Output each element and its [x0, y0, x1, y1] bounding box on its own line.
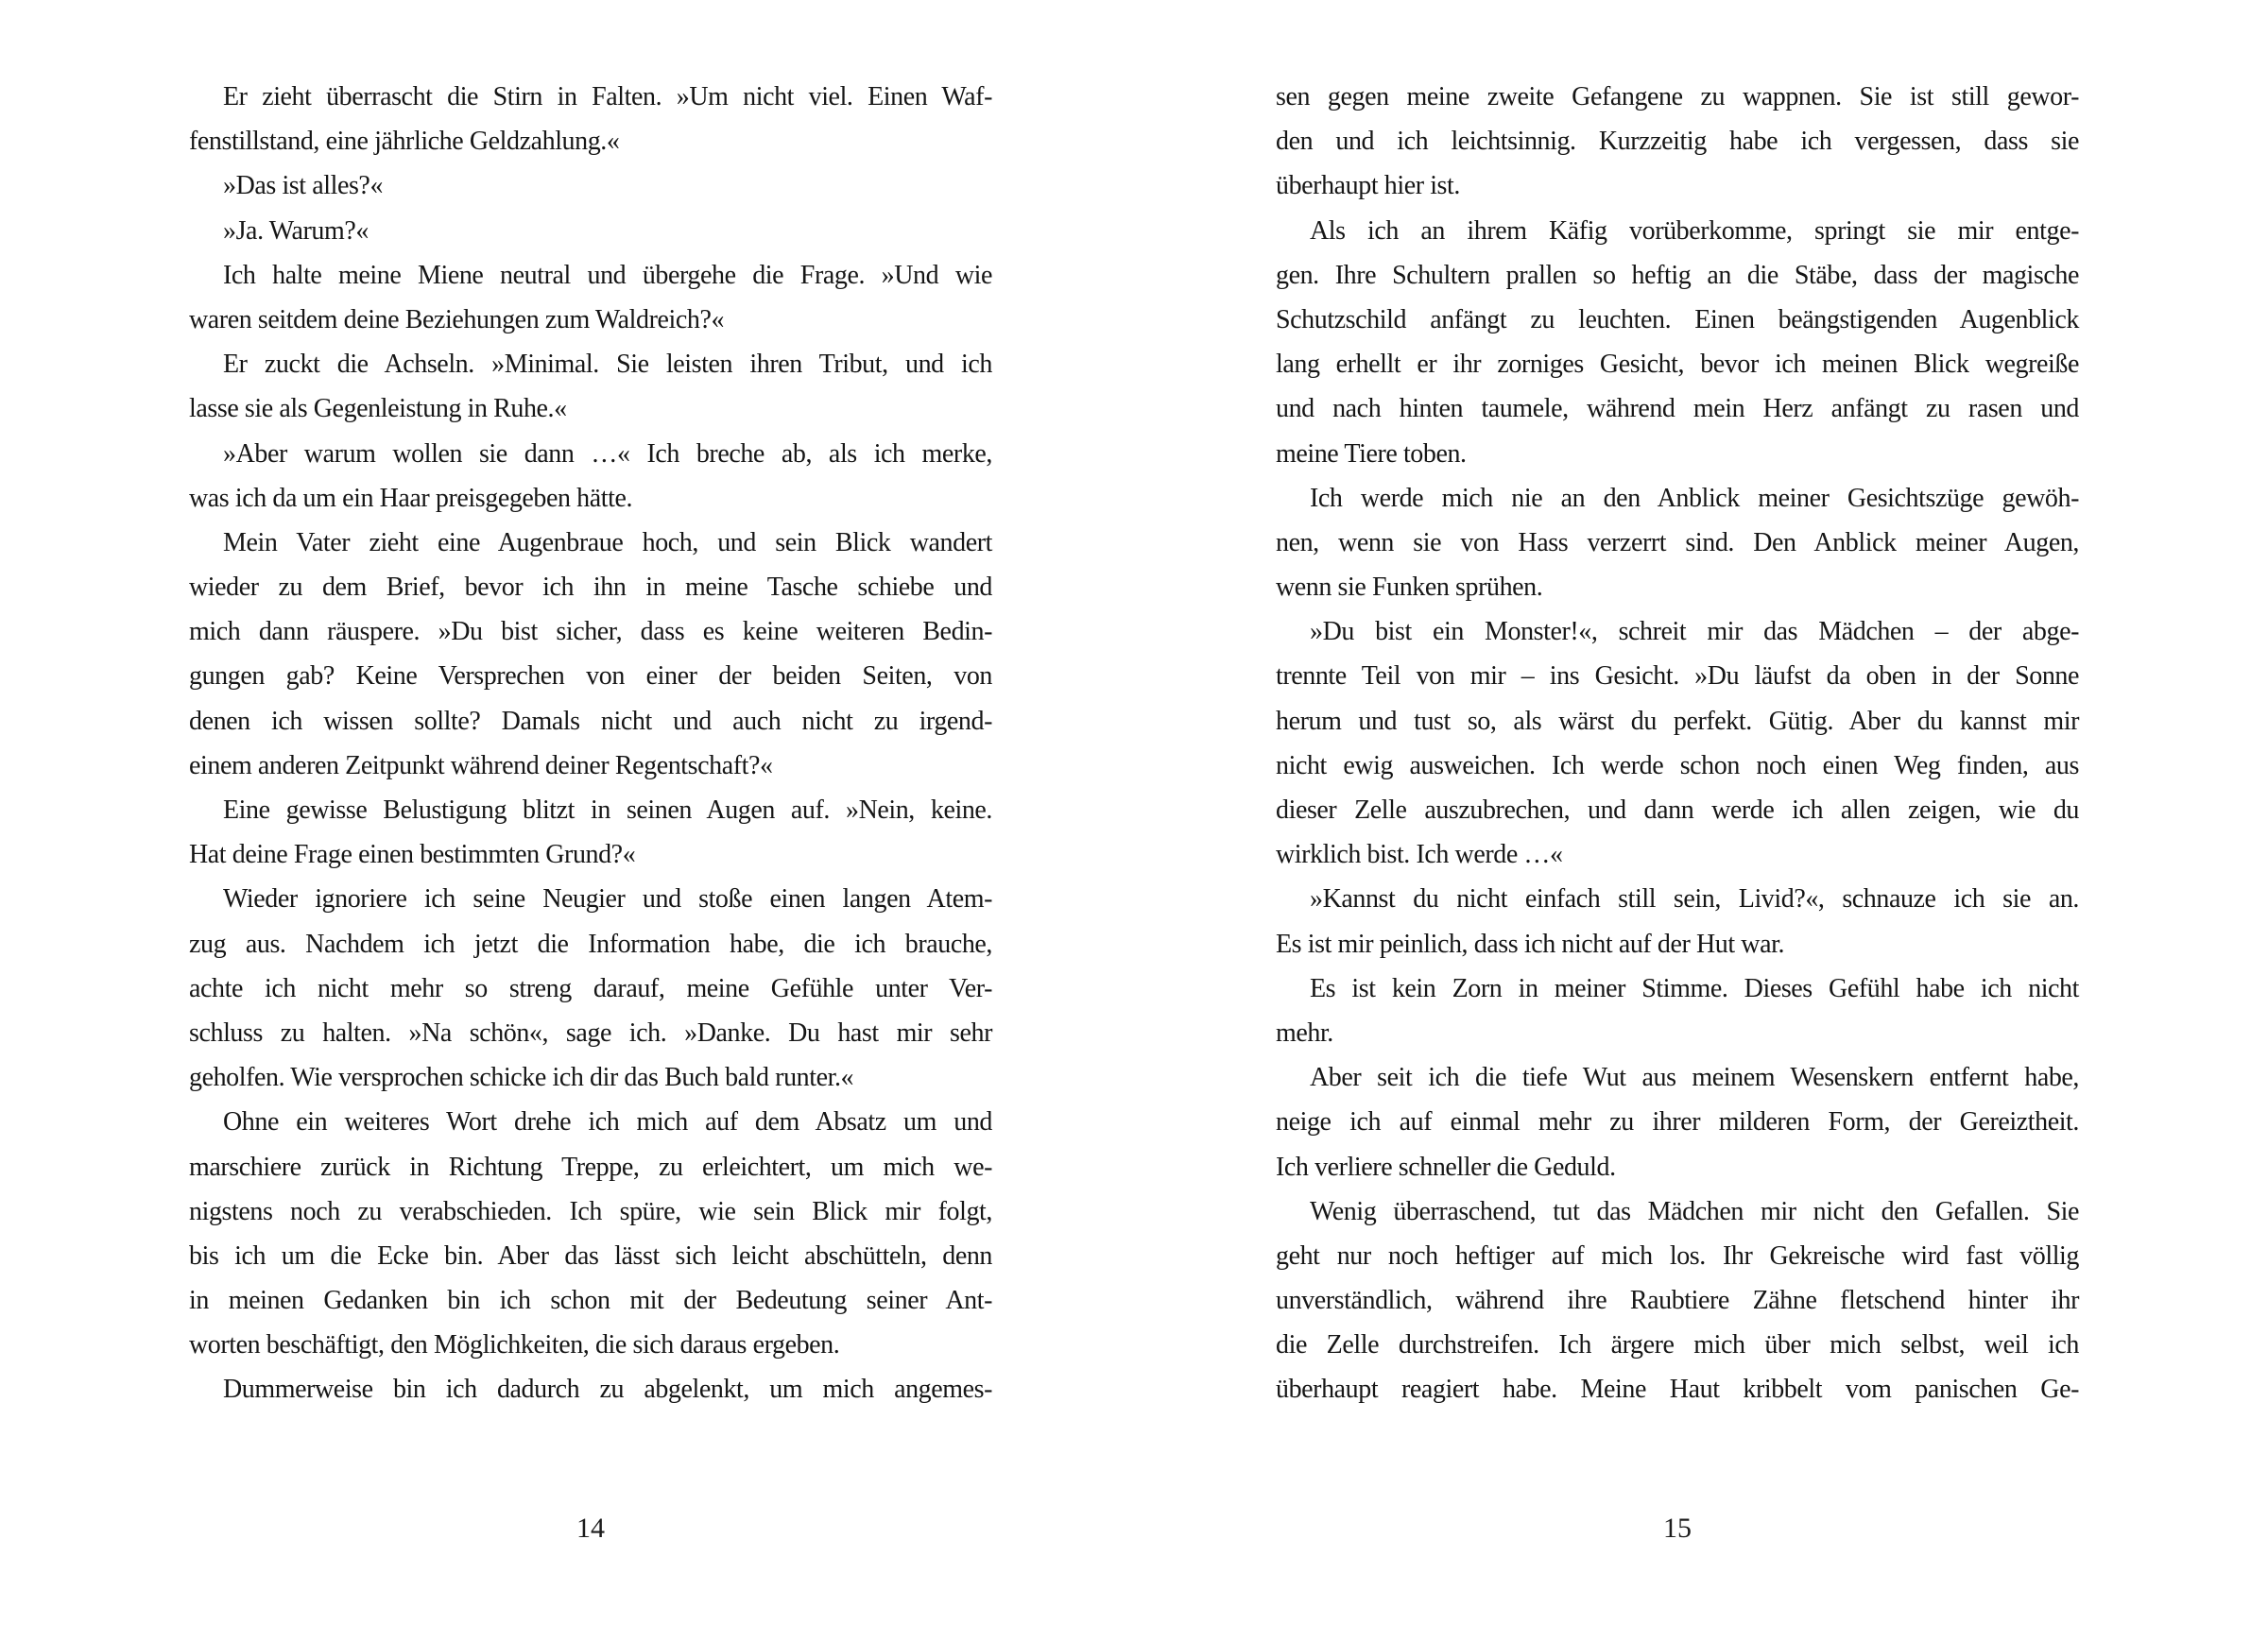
page-number: 14	[576, 1513, 605, 1544]
text-line: den und ich leichtsinnig. Kurzzeitig habe ich vergessen, dass sie	[1276, 127, 2079, 157]
text-line: »Aber warum wollen sie dann …« Ich breche ab, als ich merke,	[223, 438, 992, 469]
text-line: Es ist kein Zorn in meiner Stimme. Dieses Gefühl habe ich nicht	[1310, 973, 2079, 1003]
text-line: überhaupt reagiert habe. Meine Haut kribbelt vom panischen Ge-	[1276, 1375, 2079, 1405]
text-line: Wieder ignoriere ich seine Neugier und stoße einen langen Atem-	[223, 884, 992, 915]
text-line: worten beschäftigt, den Möglichkeiten, die sich daraus ergeben.	[189, 1330, 840, 1360]
text-line: Ohne ein weiteres Wort drehe ich mich auf dem Absatz um und	[223, 1107, 992, 1137]
text-line: lang erhellt er ihr zorniges Gesicht, bevor ich meinen Blick wegreiße	[1276, 350, 2079, 380]
text-line: die Zelle durchstreifen. Ich ärgere mich über mich selbst, weil ich	[1276, 1330, 2079, 1360]
text-line: einem anderen Zeitpunkt während deiner Regentschaft?«	[189, 750, 773, 780]
text-line: geht nur noch heftiger auf mich los. Ihr Gekreische wird fast völlig	[1276, 1240, 2079, 1271]
text-line: Mein Vater zieht eine Augenbraue hoch, und sein Blick wandert	[223, 527, 992, 557]
text-line: in meinen Gedanken bin ich schon mit der Bedeutung seiner Ant-	[189, 1286, 992, 1316]
text-line: Ich verliere schneller die Geduld.	[1276, 1152, 1616, 1182]
text-line: »Kannst du nicht einfach still sein, Livid?«, schnauze ich sie an.	[1310, 884, 2079, 915]
text-line: Wenig überraschend, tut das Mädchen mir nicht den Gefallen. Sie	[1310, 1196, 2079, 1226]
text-line: Ich werde mich nie an den Anblick meiner Gesichtszüge gewöh-	[1310, 483, 2079, 513]
text-line: schluss zu halten. »Na schön«, sage ich. »Danke. Du hast mir sehr	[189, 1018, 992, 1048]
text-line: unverständlich, während ihre Raubtiere Zähne fletschend hinter ihr	[1276, 1286, 2079, 1316]
text-line: dieser Zelle auszubrechen, und dann werde ich allen zeigen, wie du	[1276, 795, 2079, 825]
text-line: wirklich bist. Ich werde …«	[1276, 840, 1563, 870]
text-line: mich dann räuspere. »Du bist sicher, dass es keine weiteren Bedin-	[189, 617, 992, 647]
text-line: Schutzschild anfängt zu leuchten. Einen beängstigenden Augenblick	[1276, 304, 2079, 334]
text-line: nen, wenn sie von Hass verzerrt sind. Den Anblick meiner Augen,	[1276, 527, 2079, 557]
text-line: gungen gab? Keine Versprechen von einer der beiden Seiten, von	[189, 661, 992, 692]
text-line: nigstens noch zu verabschieden. Ich spüre, wie sein Blick mir folgt,	[189, 1196, 992, 1226]
text-line: Ich halte meine Miene neutral und übergehe die Frage. »Und wie	[223, 260, 992, 290]
text-line: mehr.	[1276, 1018, 1333, 1048]
page-number: 15	[1663, 1513, 1692, 1544]
text-line: zug aus. Nachdem ich jetzt die Information habe, die ich brauche,	[189, 929, 992, 959]
text-line: Aber seit ich die tiefe Wut aus meinem Wesenskern entfernt habe,	[1310, 1063, 2079, 1093]
text-line: trennte Teil von mir – ins Gesicht. »Du läufst da oben in der Sonne	[1276, 661, 2079, 692]
text-line: lasse sie als Gegenleistung in Ruhe.«	[189, 394, 567, 424]
text-line: Es ist mir peinlich, dass ich nicht auf der Hut war.	[1276, 929, 1785, 959]
page-15	[1276, 75, 2079, 1642]
page-14-text	[189, 75, 992, 1412]
text-line: neige ich auf einmal mehr zu ihrer milderen Form, der Gereiztheit.	[1276, 1107, 2079, 1137]
text-line: waren seitdem deine Beziehungen zum Waldreich?«	[189, 304, 725, 334]
text-line: und nach hinten taumele, während mein Herz anfängt zu rasen und	[1276, 394, 2079, 424]
text-line: fenstillstand, eine jährliche Geldzahlung.«	[189, 127, 620, 157]
text-line: denen ich wissen sollte? Damals nicht und auch nicht zu irgend-	[189, 706, 992, 736]
text-line: marschiere zurück in Richtung Treppe, zu erleichtert, um mich we-	[189, 1152, 992, 1182]
text-line: sen gegen meine zweite Gefangene zu wappnen. Sie ist still gewor-	[1276, 82, 2079, 111]
text-line: Er zieht überrascht die Stirn in Falten. »Um nicht viel. Einen Waf-	[223, 82, 992, 111]
page-15-text	[1276, 75, 2079, 1412]
text-line: herum und tust so, als wärst du perfekt. Gütig. Aber du kannst mir	[1276, 706, 2079, 736]
text-line: Als ich an ihrem Käfig vorüberkomme, springt sie mir entge-	[1310, 215, 2079, 246]
text-line: »Ja. Warum?«	[223, 215, 369, 246]
text-line: gen. Ihre Schultern prallen so heftig an die Stäbe, dass der magische	[1276, 260, 2079, 290]
text-line: wieder zu dem Brief, bevor ich ihn in meine Tasche schiebe und	[189, 573, 992, 603]
page-14	[189, 75, 992, 1642]
text-line: achte ich nicht mehr so streng darauf, meine Gefühle unter Ver-	[189, 973, 992, 1003]
text-line: überhaupt hier ist.	[1276, 171, 1460, 201]
text-line: Dummerweise bin ich dadurch zu abgelenkt, um mich angemes-	[223, 1375, 992, 1405]
text-line: was ich da um ein Haar preisgegeben hätte.	[189, 483, 633, 513]
text-line: wenn sie Funken sprühen.	[1276, 573, 1543, 603]
text-line: Hat deine Frage einen bestimmten Grund?«	[189, 840, 636, 870]
text-line: bis ich um die Ecke bin. Aber das lässt sich leicht abschütteln, denn	[189, 1240, 992, 1271]
text-line: Eine gewisse Belustigung blitzt in seinen Augen auf. »Nein, keine.	[223, 795, 992, 825]
text-line: nicht ewig ausweichen. Ich werde schon noch einen Weg finden, aus	[1276, 750, 2079, 780]
text-line: geholfen. Wie versprochen schicke ich dir das Buch bald runter.«	[189, 1063, 854, 1093]
text-line: meine Tiere toben.	[1276, 438, 1467, 469]
text-line: »Das ist alles?«	[223, 171, 384, 201]
text-line: Er zuckt die Achseln. »Minimal. Sie leisten ihren Tribut, und ich	[223, 350, 992, 380]
text-line: »Du bist ein Monster!«, schreit mir das Mädchen – der abge-	[1310, 617, 2079, 647]
